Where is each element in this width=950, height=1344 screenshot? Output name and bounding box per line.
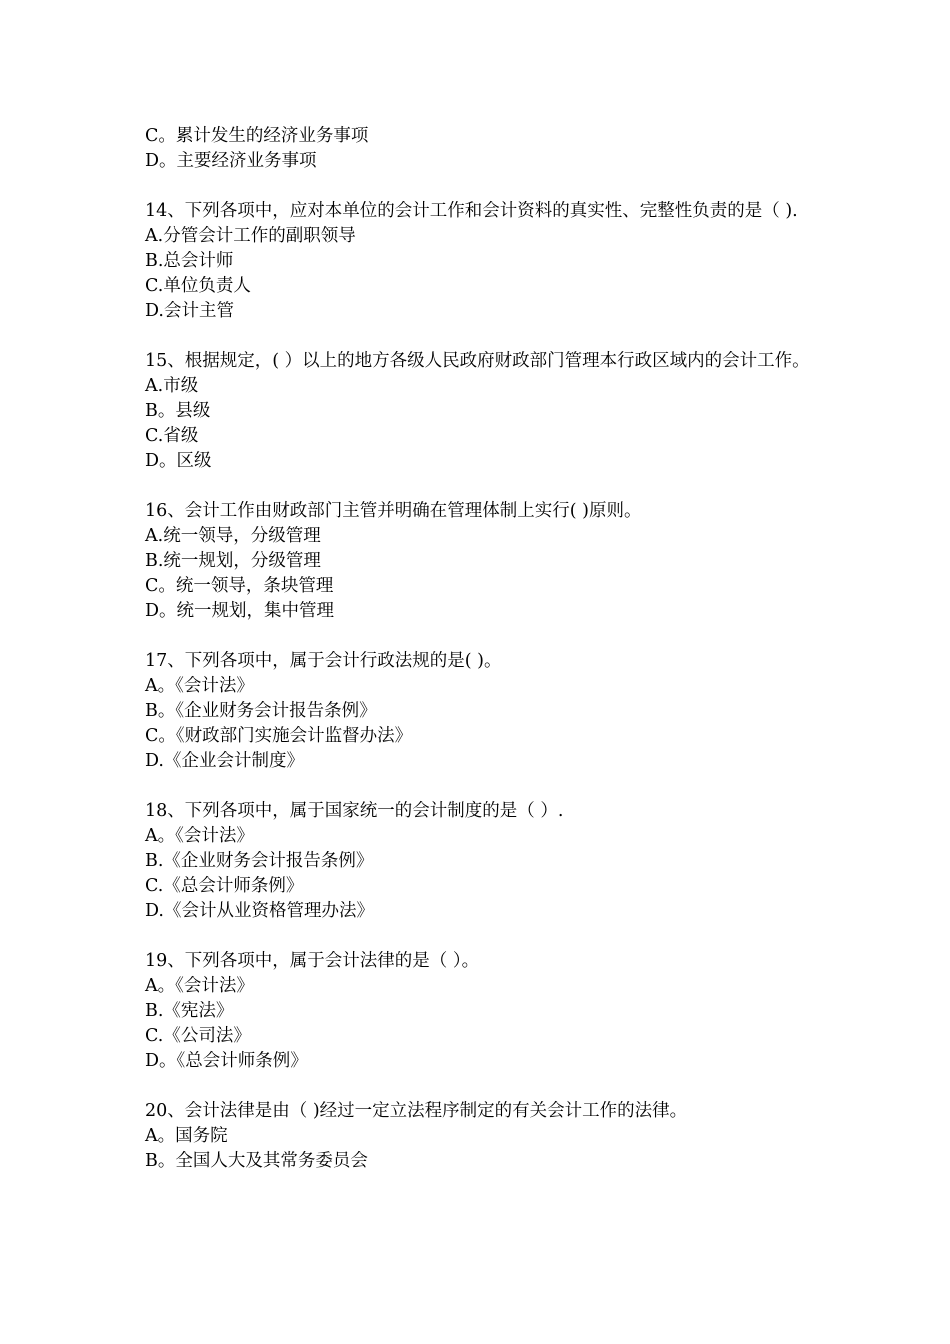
option: A。国务院 <box>145 1126 228 1146</box>
option: A.市级 <box>145 376 199 396</box>
option: C.单位负责人 <box>145 276 251 296</box>
option: C.《总会计师条例》 <box>145 876 304 896</box>
document-page <box>145 124 815 1199</box>
question-20 <box>145 1099 815 1174</box>
option: B。全国人大及其常务委员会 <box>145 1151 368 1171</box>
option: D.《企业会计制度》 <box>145 751 304 771</box>
option: A。《会计法》 <box>145 826 254 846</box>
question-16 <box>145 499 815 624</box>
question-15 <box>145 349 815 474</box>
option: D。主要经济业务事项 <box>145 151 317 171</box>
option: C。统一领导，条块管理 <box>145 576 334 596</box>
question-18 <box>145 799 815 924</box>
option: D。《总会计师条例》 <box>145 1051 308 1071</box>
option: C。累计发生的经济业务事项 <box>145 126 369 146</box>
option: A.分管会计工作的副职领导 <box>145 226 356 246</box>
option: B.总会计师 <box>145 251 234 271</box>
option: D.会计主管 <box>145 301 234 321</box>
question-text: 14、下列各项中，应对本单位的会计工作和会计资料的真实性、完整性负责的是（ ). <box>145 201 798 221</box>
question-text: 19、下列各项中，属于会计法律的是（ ）。 <box>145 951 480 971</box>
question-text: 17、下列各项中，属于会计行政法规的是( )。 <box>145 651 502 671</box>
option: C。《财政部门实施会计监督办法》 <box>145 726 413 746</box>
option: C.省级 <box>145 426 199 446</box>
option: B。《企业财务会计报告条例》 <box>145 701 377 721</box>
question-14 <box>145 199 815 324</box>
option: B.《宪法》 <box>145 1001 234 1021</box>
question-text: 15、根据规定，( ）以上的地方各级人民政府财政部门管理本行政区域内的会计工作。 <box>145 351 810 371</box>
question-17 <box>145 649 815 774</box>
option: B.统一规划，分级管理 <box>145 551 321 571</box>
option: B.《企业财务会计报告条例》 <box>145 851 374 871</box>
option: D.《会计从业资格管理办法》 <box>145 901 374 921</box>
question-text: 18、下列各项中，属于国家统一的会计制度的是（ ）. <box>145 801 564 821</box>
option: A.统一领导，分级管理 <box>145 526 321 546</box>
option: C.《公司法》 <box>145 1026 251 1046</box>
option: A。《会计法》 <box>145 676 254 696</box>
carryover-options <box>145 124 815 174</box>
option: D。区级 <box>145 451 212 471</box>
question-text: 16、会计工作由财政部门主管并明确在管理体制上实行( )原则。 <box>145 501 642 521</box>
option: B。县级 <box>145 401 211 421</box>
option: A。《会计法》 <box>145 976 254 996</box>
option: D。统一规划，集中管理 <box>145 601 335 621</box>
question-19 <box>145 949 815 1074</box>
question-text: 20、会计法律是由（ )经过一定立法程序制定的有关会计工作的法律。 <box>145 1101 688 1121</box>
